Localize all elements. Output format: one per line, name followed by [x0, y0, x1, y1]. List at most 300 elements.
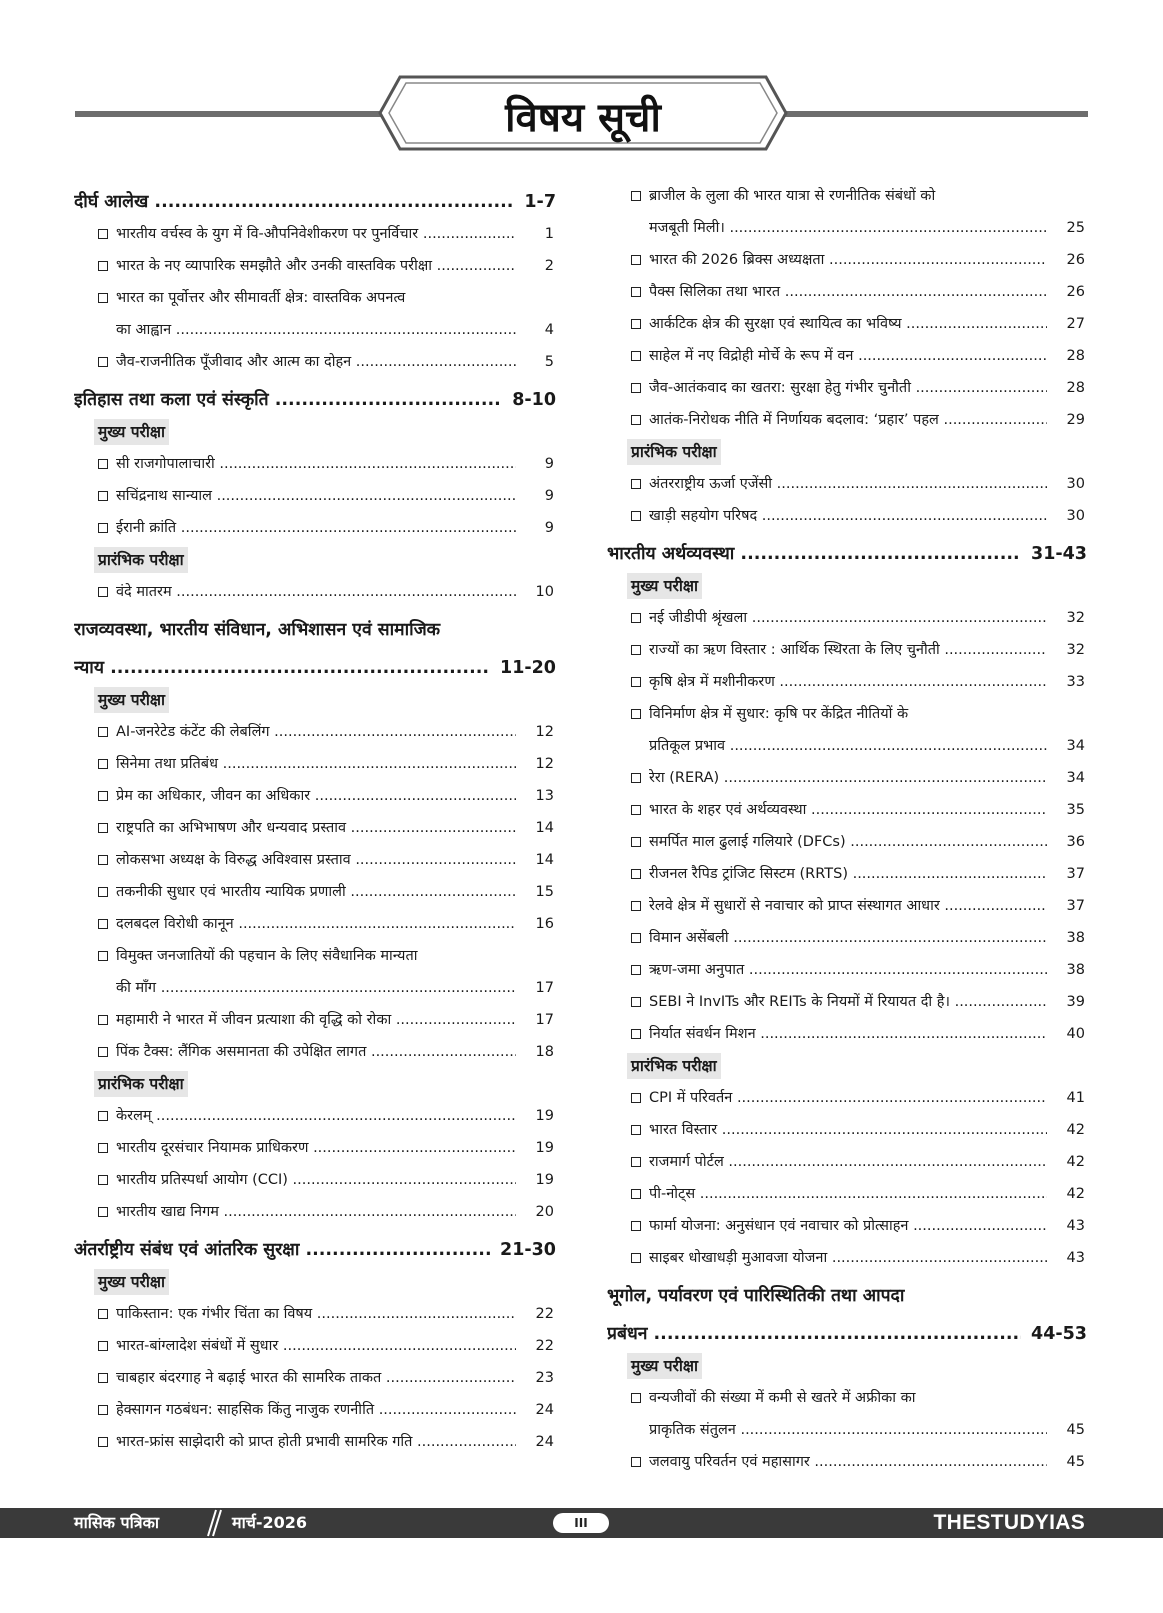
toc-entry-row: [116, 1164, 556, 1196]
toc-entry-row: [649, 1242, 1087, 1274]
toc-entry[interactable]: [74, 1362, 556, 1394]
toc-entry-title: भारतीय दूरसंचार नियामक प्राधिकरण .....: [116, 1132, 516, 1164]
subsection-label: मुख्य परीक्षा: [627, 573, 702, 599]
toc-entry[interactable]: [607, 666, 1087, 698]
toc-entry[interactable]: [607, 244, 1087, 276]
toc-entry-row: [116, 1298, 556, 1330]
toc-entry[interactable]: [74, 1196, 556, 1228]
toc-entry-row: [116, 512, 556, 544]
checkbox-bullet-icon: [631, 933, 641, 943]
toc-entry-row: [116, 972, 556, 1004]
checkbox-bullet-icon: [98, 1047, 108, 1057]
checkbox-bullet-icon: [98, 1207, 108, 1217]
checkbox-bullet-icon: [98, 1341, 108, 1351]
toc-entry-page: 19: [535, 1140, 554, 1156]
subsection-label: मुख्य परीक्षा: [94, 1269, 169, 1295]
checkbox-bullet-icon: [98, 1175, 108, 1185]
toc-entry-row: [649, 372, 1087, 404]
toc-entry-page: 34: [1066, 770, 1085, 786]
toc-entry-row: [116, 218, 556, 250]
toc-entry-page: 17: [535, 980, 554, 996]
title-rule-left: [75, 111, 395, 117]
toc-entry-title: रेलवे क्षेत्र में सुधारों से नवाचार को प्राप्त संस्थागत आधार .....: [649, 890, 1047, 922]
toc-entry-row: [649, 1210, 1087, 1242]
section-heading-text: भारतीय अर्थव्यवस्था .....: [607, 538, 1021, 570]
toc-entry[interactable]: [74, 748, 556, 780]
toc-entry[interactable]: [607, 468, 1087, 500]
checkbox-bullet-icon: [98, 791, 108, 801]
title-banner: [378, 74, 788, 152]
toc-entry[interactable]: [74, 1330, 556, 1362]
toc-entry-page: 33: [1066, 674, 1085, 690]
subsection-label: मुख्य परीक्षा: [94, 419, 169, 445]
toc-entry-row: [116, 1100, 556, 1132]
toc-entry-title: राजमार्ग पोर्टल .....: [649, 1146, 1047, 1178]
toc-entry[interactable]: [607, 1178, 1087, 1210]
toc-entry[interactable]: [607, 500, 1087, 532]
toc-entry-title: विमान असेंबली .....: [649, 922, 1047, 954]
toc-entry[interactable]: [607, 698, 1087, 762]
toc-entry-page: 32: [1066, 610, 1085, 626]
checkbox-bullet-icon: [98, 587, 108, 597]
toc-entry-title: का आह्वान .....: [116, 314, 516, 346]
toc-entry-page: 43: [1066, 1218, 1085, 1234]
toc-entry-page: 20: [535, 1204, 554, 1220]
checkbox-bullet-icon: [631, 511, 641, 521]
checkbox-bullet-icon: [631, 1093, 641, 1103]
toc-entry-page: 42: [1066, 1122, 1085, 1138]
checkbox-bullet-icon: [98, 491, 108, 501]
toc-entry-title: प्राकृतिक संतुलन .....: [649, 1414, 1047, 1446]
toc-entry[interactable]: [74, 1164, 556, 1196]
toc-entry[interactable]: [607, 1382, 1087, 1446]
checkbox-bullet-icon: [631, 869, 641, 879]
toc-entry-title: की माँग .....: [116, 972, 516, 1004]
toc-entry[interactable]: [74, 812, 556, 844]
section-heading[interactable]: [74, 384, 556, 416]
toc-entry[interactable]: [74, 576, 556, 608]
checkbox-bullet-icon: [631, 1029, 641, 1039]
toc-entry-title: नई जीडीपी श्रृंखला .....: [649, 602, 1047, 634]
toc-entry[interactable]: [74, 218, 556, 250]
toc-entry[interactable]: [607, 340, 1087, 372]
checkbox-bullet-icon: [98, 823, 108, 833]
toc-entry[interactable]: [607, 762, 1087, 794]
toc-entry-page: 2: [544, 258, 554, 274]
toc-entry-row: [649, 1018, 1087, 1050]
toc-entry-row: [649, 276, 1087, 308]
toc-entry-row: [649, 1114, 1087, 1146]
section-page-range: 44-53: [1031, 1324, 1087, 1344]
toc-entry-row: [116, 1394, 556, 1426]
checkbox-bullet-icon: [631, 1457, 641, 1467]
toc-entry-page: 12: [535, 756, 554, 772]
toc-entry[interactable]: [607, 1446, 1087, 1478]
checkbox-bullet-icon: [98, 855, 108, 865]
toc-entry[interactable]: [74, 250, 556, 282]
section-page-range: 1-7: [524, 192, 556, 212]
toc-entry-title: सी राजगोपालाचारी .....: [116, 448, 516, 480]
toc-entry[interactable]: [74, 844, 556, 876]
toc-entry-row: [649, 340, 1087, 372]
toc-entry-page: 16: [535, 916, 554, 932]
toc-entry-row: [649, 794, 1087, 826]
toc-entry-page: 12: [535, 724, 554, 740]
checkbox-bullet-icon: [631, 645, 641, 655]
checkbox-bullet-icon: [631, 805, 641, 815]
toc-entry-title: विनिर्माण क्षेत्र में सुधार: कृषि पर केंद्रित नीतियों के: [649, 706, 909, 722]
toc-entry-title: भारतीय वर्चस्व के युग में वि-औपनिवेशीकरण पर पुनर्विचार .....: [116, 218, 516, 250]
toc-entry-row: [649, 1178, 1087, 1210]
toc-entry-title: पिंक टैक्स: लैंगिक असमानता की उपेक्षित लागत .....: [116, 1036, 516, 1068]
toc-entry-row: [649, 762, 1087, 794]
checkbox-bullet-icon: [631, 1253, 641, 1263]
toc-entry-title: सिनेमा तथा प्रतिबंध .....: [116, 748, 516, 780]
checkbox-bullet-icon: [98, 919, 108, 929]
checkbox-bullet-icon: [631, 613, 641, 623]
toc-entry-title: खाड़ी सहयोग परिषद .....: [649, 500, 1047, 532]
checkbox-bullet-icon: [631, 191, 641, 201]
toc-entry[interactable]: [74, 1394, 556, 1426]
toc-entry-page: 26: [1066, 284, 1085, 300]
toc-entry-page: 17: [535, 1012, 554, 1028]
toc-entry-page: 32: [1066, 642, 1085, 658]
toc-entry-page: 37: [1066, 866, 1085, 882]
checkbox-bullet-icon: [98, 1143, 108, 1153]
toc-entry-page: 23: [535, 1370, 554, 1386]
toc-entry[interactable]: [607, 1018, 1087, 1050]
toc-entry[interactable]: [607, 308, 1087, 340]
toc-entry-row: [116, 250, 556, 282]
checkbox-bullet-icon: [631, 383, 641, 393]
toc-entry[interactable]: [607, 986, 1087, 1018]
toc-entry[interactable]: [607, 890, 1087, 922]
toc-entry-title: जैव-आतंकवाद का खतरा: सुरक्षा हेतु गंभीर चुनौती .....: [649, 372, 1047, 404]
toc-entry-title: रीजनल रैपिड ट्रांजिट सिस्टम (RRTS) .....: [649, 858, 1047, 890]
toc-entry[interactable]: [607, 404, 1087, 436]
section-heading[interactable]: [607, 538, 1087, 570]
checkbox-bullet-icon: [98, 261, 108, 271]
toc-entry-row: [649, 404, 1087, 436]
toc-entry-row: [116, 480, 556, 512]
toc-entry[interactable]: [607, 1082, 1087, 1114]
toc-entry-row: [649, 308, 1087, 340]
toc-entry[interactable]: [74, 512, 556, 544]
toc-entry-row: [649, 666, 1087, 698]
toc-entry-page: 19: [535, 1108, 554, 1124]
toc-entry-row: [649, 602, 1087, 634]
toc-entry-page: 18: [535, 1044, 554, 1060]
page-footer: [0, 1508, 1163, 1538]
section-heading-text-cont: प्रबंधन .....: [607, 1318, 1021, 1350]
toc-entry-row: [116, 1196, 556, 1228]
checkbox-bullet-icon: [631, 965, 641, 975]
toc-entry-row: [649, 1446, 1087, 1478]
toc-entry[interactable]: [74, 448, 556, 480]
checkbox-bullet-icon: [98, 1373, 108, 1383]
title-rule-right: [770, 111, 1088, 117]
toc-entry[interactable]: [607, 954, 1087, 986]
toc-entry-page: 43: [1066, 1250, 1085, 1266]
checkbox-bullet-icon: [631, 287, 641, 297]
toc-entry-title: लोकसभा अध्यक्ष के विरुद्ध अविश्वास प्रस्ताव .....: [116, 844, 516, 876]
toc-entry[interactable]: [607, 372, 1087, 404]
toc-entry-title: भारत-फ्रांस साझेदारी को प्राप्त होती प्रभावी सामरिक गति .....: [116, 1426, 516, 1458]
checkbox-bullet-icon: [631, 837, 641, 847]
toc-entry-page: 39: [1066, 994, 1085, 1010]
toc-entry-title: फार्मा योजना: अनुसंधान एवं नवाचार को प्रोत्साहन .....: [649, 1210, 1047, 1242]
toc-entry-page: 22: [535, 1306, 554, 1322]
toc-entry-title: पाकिस्तान: एक गंभीर चिंता का विषय .....: [116, 1298, 516, 1330]
toc-entry-page: 27: [1066, 316, 1085, 332]
toc-entry[interactable]: [607, 826, 1087, 858]
toc-entry-page: 34: [1066, 738, 1085, 754]
toc-entry-row: [649, 244, 1087, 276]
toc-entry-title: मजबूती मिली। .....: [649, 212, 1047, 244]
toc-entry-title: भारतीय खाद्य निगम .....: [116, 1196, 516, 1228]
toc-entry-title: पी-नोट्स .....: [649, 1178, 1047, 1210]
checkbox-bullet-icon: [98, 293, 108, 303]
checkbox-bullet-icon: [98, 1405, 108, 1415]
toc-entry[interactable]: [74, 1036, 556, 1068]
checkbox-bullet-icon: [98, 1015, 108, 1025]
toc-entry-page: 9: [544, 488, 554, 504]
toc-entry-title: जलवायु परिवर्तन एवं महासागर .....: [649, 1446, 1047, 1478]
subsection-label: प्रारंभिक परीक्षा: [94, 1071, 188, 1097]
toc-entry-title: विमुक्त जनजातियों की पहचान के लिए संवैधानिक मान्यता: [116, 948, 418, 964]
toc-entry-row: [649, 826, 1087, 858]
toc-entry-row: [116, 748, 556, 780]
toc-entry-title: ईरानी क्रांति .....: [116, 512, 516, 544]
toc-section: [607, 538, 1087, 1274]
toc-entry-row: [649, 500, 1087, 532]
toc-entry-title: भारत का पूर्वोत्तर और सीमावर्ती क्षेत्र: वास्तविक अपनत्व: [116, 290, 406, 306]
toc-entry-row: [116, 346, 556, 378]
checkbox-bullet-icon: [631, 1221, 641, 1231]
toc-entry-row: [116, 314, 556, 346]
toc-entry-page: 15: [535, 884, 554, 900]
toc-section: [74, 186, 556, 378]
toc-entry-row: [116, 716, 556, 748]
section-page-range: 31-43: [1031, 544, 1087, 564]
toc-entry-page: 10: [535, 584, 554, 600]
toc-entry-row: [649, 1414, 1087, 1446]
toc-entry-title: चाबहार बंदरगाह ने बढ़ाई भारत की सामरिक ताकत .....: [116, 1362, 516, 1394]
toc-entry-title: तकनीकी सुधार एवं भारतीय न्यायिक प्रणाली .....: [116, 876, 516, 908]
toc-entry[interactable]: [607, 794, 1087, 826]
toc-entry-title: भारत की 2026 ब्रिक्स अध्यक्षता .....: [649, 244, 1047, 276]
toc-entry[interactable]: [607, 1210, 1087, 1242]
toc-right-column: [607, 180, 1087, 1478]
toc-entry-title: SEBI ने InvITs और REITs के नियमों में रियायत दी है। .....: [649, 986, 1047, 1018]
toc-entry[interactable]: [607, 276, 1087, 308]
checkbox-bullet-icon: [98, 1309, 108, 1319]
toc-entry-page: 42: [1066, 1186, 1085, 1202]
toc-entry-page: 42: [1066, 1154, 1085, 1170]
toc-entry-row: [116, 780, 556, 812]
toc-entry-row: [116, 1036, 556, 1068]
checkbox-bullet-icon: [631, 415, 641, 425]
toc-entry-page: 45: [1066, 1422, 1085, 1438]
toc-entry[interactable]: [607, 858, 1087, 890]
section-heading[interactable]: [74, 186, 556, 218]
toc-entry-page: 29: [1066, 412, 1085, 428]
toc-entry-page: 19: [535, 1172, 554, 1188]
toc-entry-page: 1: [544, 226, 554, 242]
toc-entry[interactable]: [74, 1298, 556, 1330]
toc-entry[interactable]: [74, 282, 556, 346]
checkbox-bullet-icon: [98, 357, 108, 367]
checkbox-bullet-icon: [98, 951, 108, 961]
section-heading[interactable]: [607, 1280, 1087, 1312]
subsection-label: प्रारंभिक परीक्षा: [627, 439, 721, 465]
section-heading-text: दीर्घ आलेख .....: [74, 186, 514, 218]
toc-entry-row: [649, 858, 1087, 890]
toc-entry[interactable]: [74, 1426, 556, 1458]
toc-entry-title: अंतरराष्ट्रीय ऊर्जा एजेंसी .....: [649, 468, 1047, 500]
checkbox-bullet-icon: [631, 479, 641, 489]
toc-entry-row: [649, 986, 1087, 1018]
toc-entry[interactable]: [607, 602, 1087, 634]
toc-entry[interactable]: [74, 940, 556, 1004]
toc-entry[interactable]: [607, 180, 1087, 244]
toc-entry-title: ब्राजील के लुला की भारत यात्रा से रणनीतिक संबंधों को: [649, 188, 936, 204]
toc-entry[interactable]: [607, 922, 1087, 954]
toc-entry[interactable]: [74, 876, 556, 908]
checkbox-bullet-icon: [631, 1157, 641, 1167]
checkbox-bullet-icon: [631, 351, 641, 361]
toc-entry-row: [649, 922, 1087, 954]
toc-entry[interactable]: [74, 1004, 556, 1036]
toc-entry-row: [116, 812, 556, 844]
checkbox-bullet-icon: [98, 727, 108, 737]
toc-entry[interactable]: [74, 716, 556, 748]
toc-entry-row: [116, 1426, 556, 1458]
section-heading-text-cont: न्याय .....: [74, 652, 490, 684]
checkbox-bullet-icon: [631, 773, 641, 783]
section-page-range: 8-10: [512, 390, 556, 410]
toc-section: [607, 180, 1087, 532]
toc-entry-row: [116, 576, 556, 608]
section-page-range: 11-20: [500, 658, 556, 678]
subsection-label: प्रारंभिक परीक्षा: [94, 547, 188, 573]
subsection-label: प्रारंभिक परीक्षा: [627, 1053, 721, 1079]
footer-separator-icon: [202, 1508, 226, 1538]
toc-entry-title: भारत के शहर एवं अर्थव्यवस्था .....: [649, 794, 1047, 826]
checkbox-bullet-icon: [631, 709, 641, 719]
toc-entry[interactable]: [74, 780, 556, 812]
toc-entry-title: आतंक-निरोधक नीति में निर्णायक बदलाव: ‘प्रहार’ पहल .....: [649, 404, 1047, 436]
toc-section: [74, 1234, 556, 1458]
toc-entry-title: प्रेम का अधिकार, जीवन का अधिकार .....: [116, 780, 516, 812]
section-heading-line2[interactable]: [74, 652, 556, 684]
toc-entry[interactable]: [607, 1242, 1087, 1274]
toc-entry-title: आर्कटिक क्षेत्र की सुरक्षा एवं स्थायित्व का भविष्य .....: [649, 308, 1047, 340]
toc-entry-page: 14: [535, 852, 554, 868]
toc-entry-row: [116, 844, 556, 876]
checkbox-bullet-icon: [631, 901, 641, 911]
toc-entry-page: 30: [1066, 476, 1085, 492]
section-heading-line2[interactable]: [607, 1318, 1087, 1350]
toc-section: [607, 1280, 1087, 1478]
toc-entry-page: 28: [1066, 348, 1085, 364]
toc-entry-row: [116, 1362, 556, 1394]
section-heading-text: भूगोल, पर्यावरण एवं पारिस्थितिकी तथा आपदा: [607, 1286, 905, 1306]
toc-entry-title: CPI में परिवर्तन .....: [649, 1082, 1047, 1114]
toc-entry-row: [649, 468, 1087, 500]
toc-entry-row: [116, 876, 556, 908]
toc-entry[interactable]: [607, 634, 1087, 666]
checkbox-bullet-icon: [631, 1189, 641, 1199]
toc-entry-title: राष्ट्रपति का अभिभाषण और धन्यवाद प्रस्ताव .....: [116, 812, 516, 844]
toc-entry[interactable]: [74, 1100, 556, 1132]
toc-entry-page: 36: [1066, 834, 1085, 850]
toc-entry-page: 30: [1066, 508, 1085, 524]
toc-entry[interactable]: [607, 1146, 1087, 1178]
footer-date: मार्च-2026: [232, 1513, 308, 1532]
toc-entry-row: [116, 1132, 556, 1164]
toc-entry-title: कृषि क्षेत्र में मशीनीकरण .....: [649, 666, 1047, 698]
toc-entry-title: भारत विस्तार .....: [649, 1114, 1047, 1146]
toc-entry-page: 25: [1066, 220, 1085, 236]
toc-entry-page: 37: [1066, 898, 1085, 914]
toc-entry-page: 24: [535, 1402, 554, 1418]
checkbox-bullet-icon: [631, 997, 641, 1007]
footer-magazine: मासिक पत्रिका: [74, 1513, 160, 1532]
section-heading[interactable]: [74, 614, 556, 646]
checkbox-bullet-icon: [98, 459, 108, 469]
toc-entry[interactable]: [74, 480, 556, 512]
checkbox-bullet-icon: [631, 319, 641, 329]
toc-entry-page: 13: [535, 788, 554, 804]
checkbox-bullet-icon: [98, 887, 108, 897]
page-title: विषय सूची: [505, 95, 661, 141]
toc-entry-page: 22: [535, 1338, 554, 1354]
toc-entry-page: 24: [535, 1434, 554, 1450]
toc-entry-title: दलबदल विरोधी कानून .....: [116, 908, 516, 940]
toc-entry-title: केरलम् .....: [116, 1100, 516, 1132]
toc-entry-page: 14: [535, 820, 554, 836]
checkbox-bullet-icon: [98, 759, 108, 769]
toc-entry[interactable]: [74, 1132, 556, 1164]
section-page-range: 21-30: [500, 1240, 556, 1260]
toc-entry-title: AI-जनरेटेड कंटेंट की लेबलिंग .....: [116, 716, 516, 748]
toc-entry-title: भारत के नए व्यापारिक समझौते और उनकी वास्तविक परीक्षा .....: [116, 250, 516, 282]
toc-entry-page: 45: [1066, 1454, 1085, 1470]
toc-entry-title: वन्यजीवों की संख्या में कमी से खतरे में अफ्रीका का: [649, 1390, 916, 1406]
toc-entry-page: 26: [1066, 252, 1085, 268]
toc-section: [74, 614, 556, 1228]
toc-entry-title: साइबर धोखाधड़ी मुआवजा योजना .....: [649, 1242, 1047, 1274]
checkbox-bullet-icon: [98, 1111, 108, 1121]
toc-entry[interactable]: [607, 1114, 1087, 1146]
checkbox-bullet-icon: [631, 1125, 641, 1135]
toc-entry-title: रेरा (RERA) .....: [649, 762, 1047, 794]
footer-page-number: III: [553, 1513, 609, 1533]
toc-entry-page: 9: [544, 456, 554, 472]
toc-entry-row: [649, 890, 1087, 922]
toc-section: [74, 384, 556, 608]
toc-entry[interactable]: [74, 346, 556, 378]
subsection-label: मुख्य परीक्षा: [627, 1353, 702, 1379]
toc-entry-row: [116, 1004, 556, 1036]
toc-entry[interactable]: [74, 908, 556, 940]
toc-entry-title: समर्पित माल ढुलाई गलियारे (DFCs) .....: [649, 826, 1047, 858]
toc-entry-title: महामारी ने भारत में जीवन प्रत्याशा की वृद्धि को रोका .....: [116, 1004, 516, 1036]
section-heading[interactable]: [74, 1234, 556, 1266]
toc-entry-title: ऋण-जमा अनुपात .....: [649, 954, 1047, 986]
subsection-label: मुख्य परीक्षा: [94, 687, 169, 713]
